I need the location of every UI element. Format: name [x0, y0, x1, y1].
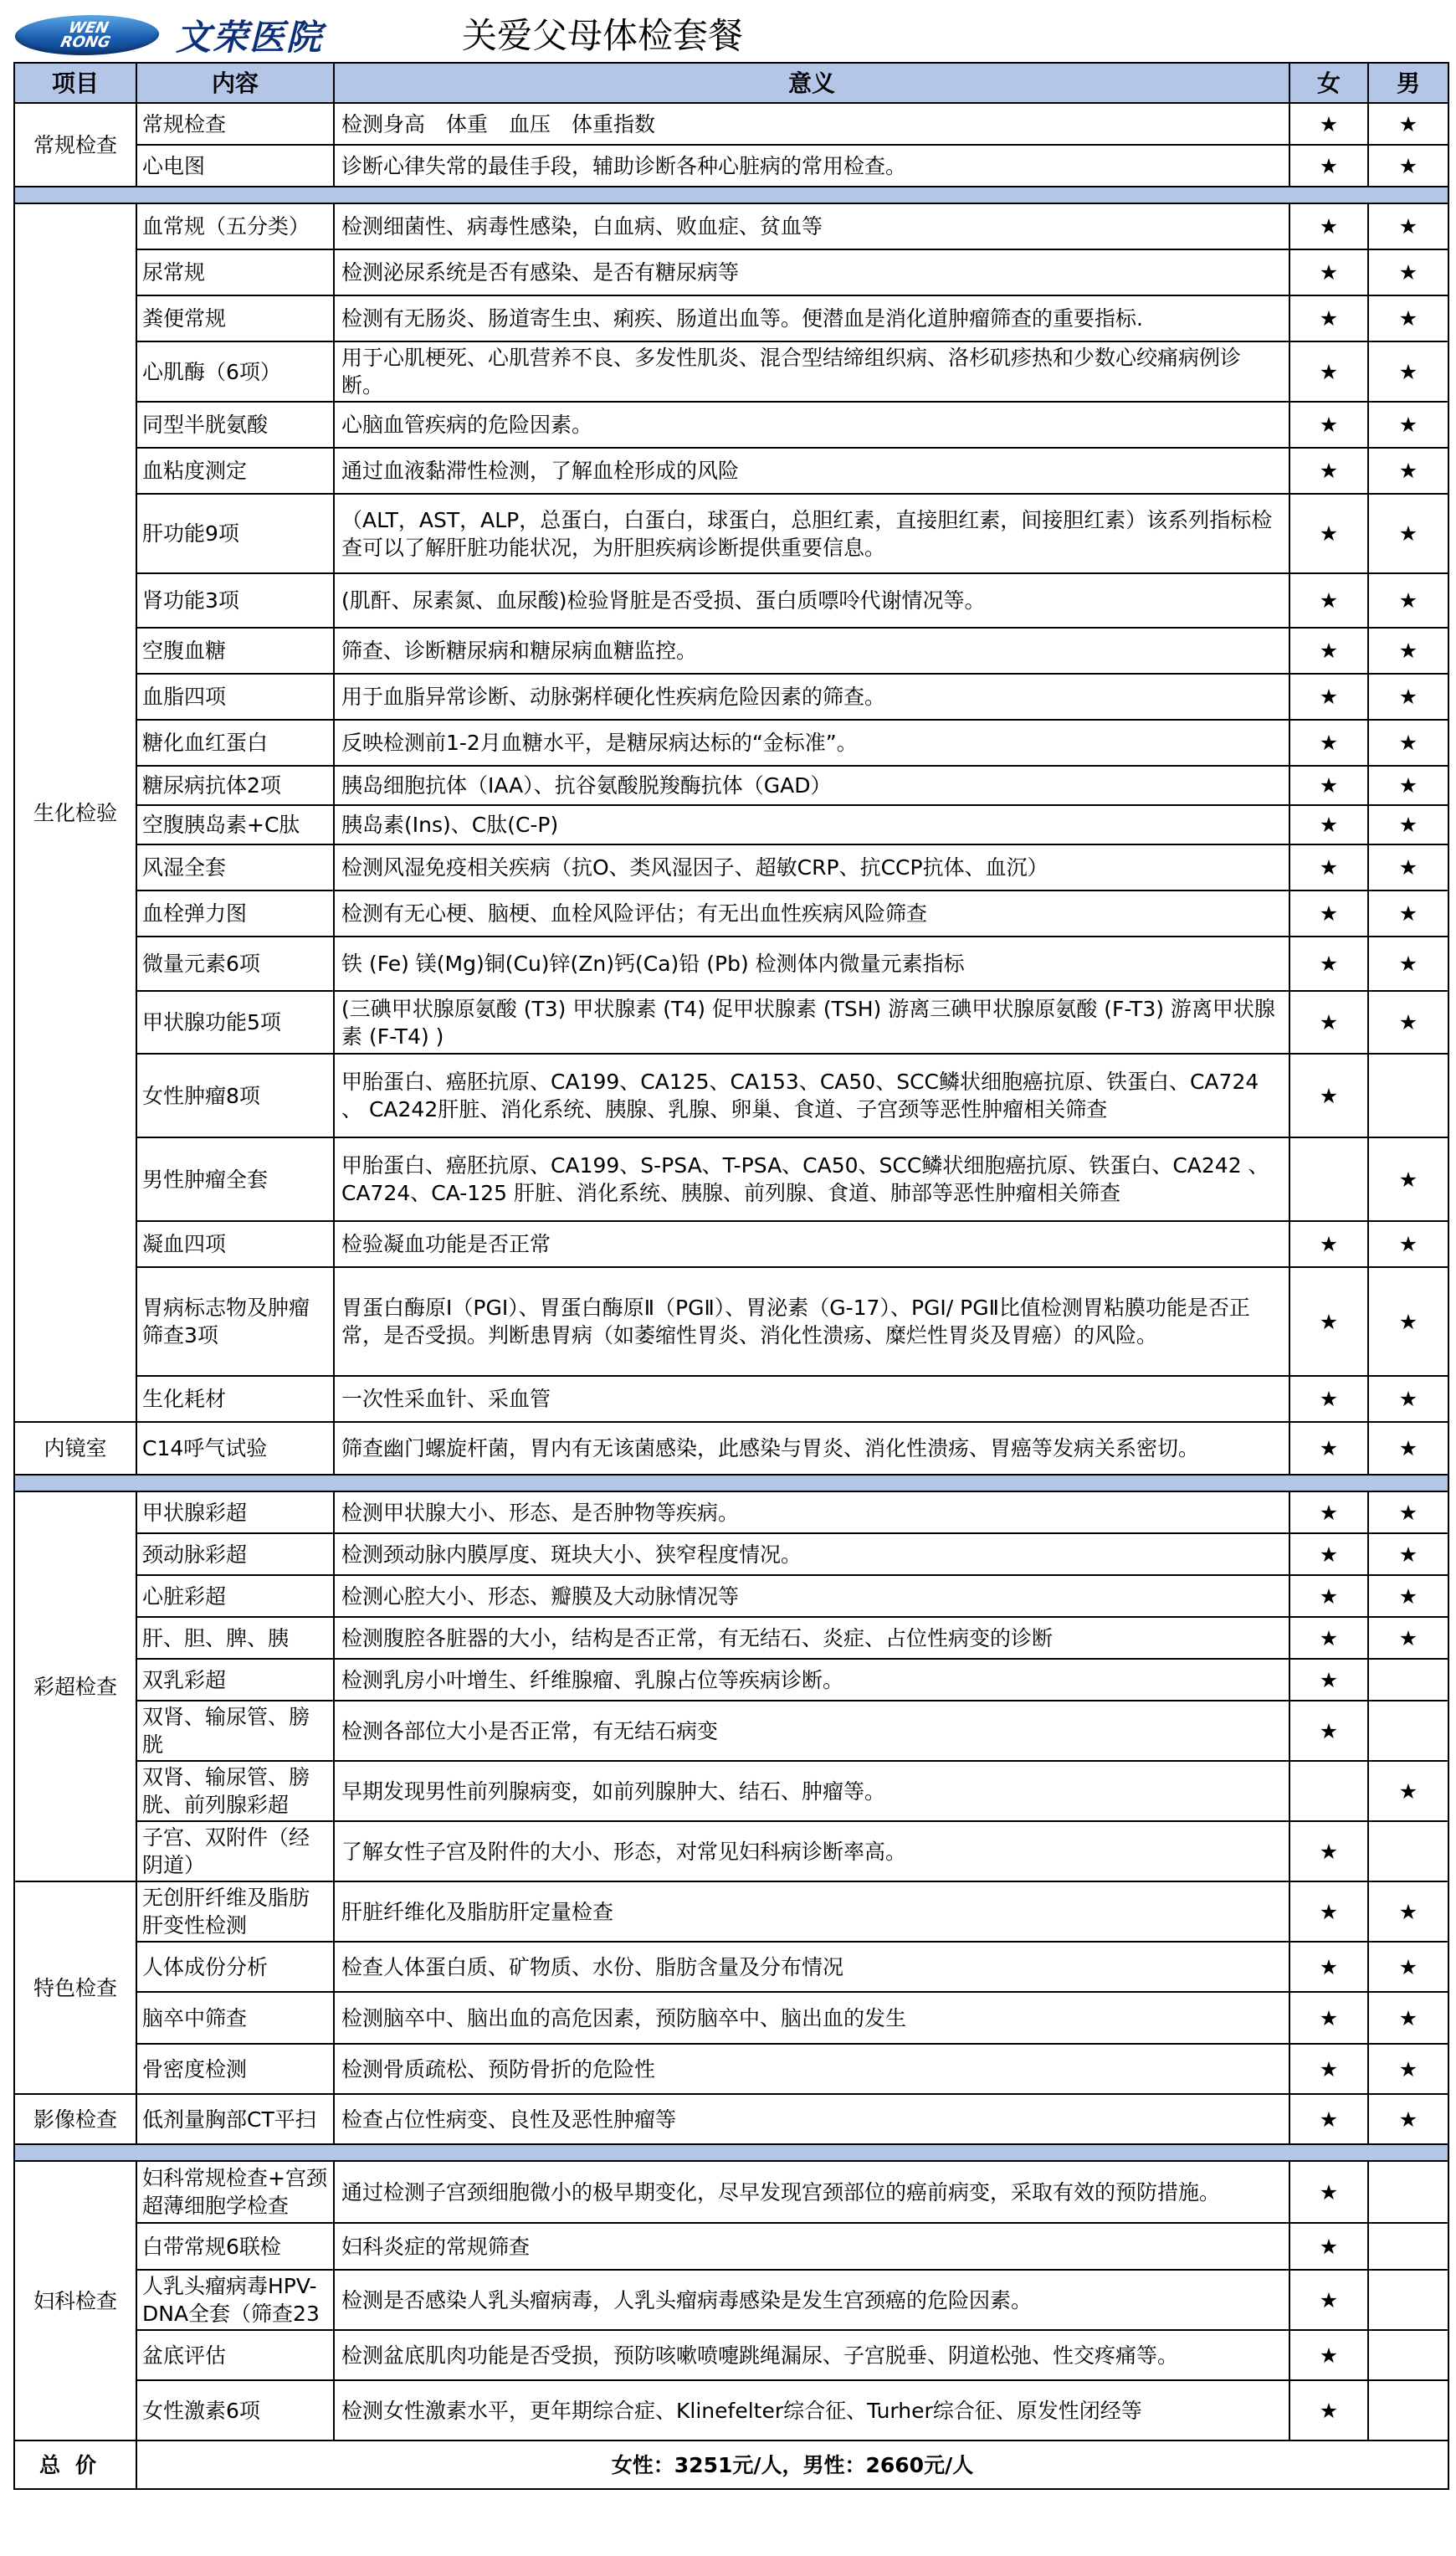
female-star: ★ — [1289, 402, 1368, 448]
separator-cell — [14, 2144, 1448, 2161]
table-row — [14, 2330, 1448, 2380]
total-price: 女性：3251元/人，男性：2660元/人 — [136, 2441, 1448, 2489]
item-name: 颈动脉彩超 — [136, 1533, 334, 1575]
male-star: ★ — [1368, 720, 1448, 766]
female-star: ★ — [1289, 2223, 1368, 2270]
male-star: ★ — [1368, 1575, 1448, 1617]
item-name: 女性激素6项 — [136, 2380, 334, 2441]
item-meaning: 检查人体蛋白质、矿物质、水份、脂肪含量及分布情况 — [334, 1942, 1289, 1992]
category-cell: 内镜室 — [14, 1422, 136, 1475]
table-row — [14, 2380, 1448, 2441]
item-meaning: (三碘甲状腺原氨酸 (T3) 甲状腺素 (T4) 促甲状腺素 (TSH) 游离三碘甲状腺原氨酸 (F-T3) 游离甲状腺素 (F-T4) ) — [334, 991, 1289, 1054]
female-star — [1289, 1761, 1368, 1821]
female-star: ★ — [1289, 295, 1368, 341]
item-meaning: 检测身高 体重 血压 体重指数 — [334, 103, 1289, 145]
female-star: ★ — [1289, 1267, 1368, 1376]
table-row — [14, 145, 1448, 187]
item-name: 空腹血糖 — [136, 628, 334, 674]
male-star: ★ — [1368, 1267, 1448, 1376]
item-name: 心肌酶（6项） — [136, 341, 334, 402]
item-meaning: 检测心腔大小、形态、瓣膜及大动脉情况等 — [334, 1575, 1289, 1617]
female-star: ★ — [1289, 1054, 1368, 1137]
item-meaning: 检验凝血功能是否正常 — [334, 1221, 1289, 1267]
item-meaning: 甲胎蛋白、癌胚抗原、CA199、S-PSA、T-PSA、CA50、SCC鳞状细胞癌抗原、铁蛋白、CA242 、CA724、CA-125 肝脏、消化系统、胰腺、前列腺、食道、肺部等恶性肿瘤相关筛查 — [334, 1137, 1289, 1221]
male-star: ★ — [1368, 295, 1448, 341]
table-row — [14, 1992, 1448, 2044]
separator-cell — [14, 187, 1448, 203]
female-star: ★ — [1289, 1491, 1368, 1533]
item-meaning: 检测各部位大小是否正常，有无结石病变 — [334, 1701, 1289, 1761]
item-meaning: (肌酐、尿素氮、血尿酸)检验肾脏是否受损、蛋白质嘌呤代谢情况等。 — [334, 573, 1289, 628]
female-star: ★ — [1289, 2380, 1368, 2441]
table-row — [14, 1491, 1448, 1533]
page-header — [0, 0, 1456, 62]
item-meaning: 检查占位性病变、良性及恶性肿瘤等 — [334, 2094, 1289, 2144]
table-row — [14, 103, 1448, 145]
female-star: ★ — [1289, 1617, 1368, 1659]
female-star: ★ — [1289, 2044, 1368, 2094]
female-star: ★ — [1289, 937, 1368, 991]
section-separator — [14, 2144, 1448, 2161]
item-meaning: 检测乳房小叶增生、纤维腺瘤、乳腺占位等疾病诊断。 — [334, 1659, 1289, 1701]
female-star: ★ — [1289, 1659, 1368, 1701]
header-male: 男 — [1368, 63, 1448, 103]
page-title: 关爱父母体检套餐 — [461, 15, 743, 56]
female-star: ★ — [1289, 1575, 1368, 1617]
item-meaning: 筛查、诊断糖尿病和糖尿病血糖监控。 — [334, 628, 1289, 674]
table-row — [14, 1054, 1448, 1137]
table-row — [14, 1701, 1448, 1761]
male-star: ★ — [1368, 628, 1448, 674]
item-name: 糖尿病抗体2项 — [136, 766, 334, 805]
header-female: 女 — [1289, 63, 1368, 103]
item-meaning: 铁 (Fe) 镁(Mg)铜(Cu)锌(Zn)钙(Ca)铅 (Pb) 检测体内微量元素指标 — [334, 937, 1289, 991]
table-row — [14, 1942, 1448, 1992]
table-row — [14, 1821, 1448, 1881]
male-star: ★ — [1368, 991, 1448, 1054]
category-cell: 影像检查 — [14, 2094, 136, 2144]
table-row — [14, 674, 1448, 720]
item-name: 空腹胰岛素+C肽 — [136, 805, 334, 844]
item-meaning: （ALT，AST，ALP，总蛋白，白蛋白，球蛋白，总胆红素，直接胆红素，间接胆红素）该系列指标检查可以了解肝脏功能状况，为肝胆疾病诊断提供重要信息。 — [334, 494, 1289, 573]
male-star: ★ — [1368, 1376, 1448, 1422]
category-cell: 常规检查 — [14, 103, 136, 187]
female-star: ★ — [1289, 844, 1368, 890]
item-name: 双肾、输尿管、膀胱、前列腺彩超 — [136, 1761, 334, 1821]
item-name: 血栓弹力图 — [136, 890, 334, 937]
item-meaning: 妇科炎症的常规筛查 — [334, 2223, 1289, 2270]
item-meaning: 胃蛋白酶原Ⅰ（PGⅠ）、胃蛋白酶原Ⅱ（PGⅡ）、胃泌素（G-17）、PGⅠ/ PGⅡ比值检测胃粘膜功能是否正常，是否受损。判断患胃病（如萎缩性胃炎、消化性溃疡、糜烂性胃炎及胃癌）的风险。 — [334, 1267, 1289, 1376]
table-row — [14, 1221, 1448, 1267]
table-row — [14, 2270, 1448, 2330]
item-name: 血脂四项 — [136, 674, 334, 720]
table-row — [14, 720, 1448, 766]
item-meaning: 检测女性激素水平，更年期综合症、Klinefelter综合征、Turher综合征、原发性闭经等 — [334, 2380, 1289, 2441]
section-separator — [14, 1475, 1448, 1491]
item-meaning: 检测泌尿系统是否有感染、是否有糖尿病等 — [334, 249, 1289, 295]
table-row — [14, 2044, 1448, 2094]
female-star: ★ — [1289, 448, 1368, 494]
female-star: ★ — [1289, 890, 1368, 937]
item-meaning: 了解女性子宫及附件的大小、形态，对常见妇科病诊断率高。 — [334, 1821, 1289, 1881]
header-content: 内容 — [136, 63, 334, 103]
table-row — [14, 1575, 1448, 1617]
logo-text-line1: WEN — [66, 19, 110, 37]
table-header-row — [14, 63, 1448, 103]
total-row — [14, 2441, 1448, 2489]
female-star: ★ — [1289, 1422, 1368, 1475]
male-star: ★ — [1368, 1942, 1448, 1992]
male-star — [1368, 1821, 1448, 1881]
item-meaning: 检测有无肠炎、肠道寄生虫、痢疾、肠道出血等。便潜血是消化道肿瘤筛查的重要指标. — [334, 295, 1289, 341]
male-star — [1368, 1701, 1448, 1761]
male-star: ★ — [1368, 103, 1448, 145]
male-star: ★ — [1368, 402, 1448, 448]
male-star — [1368, 1659, 1448, 1701]
category-cell: 生化检验 — [14, 203, 136, 1422]
female-star: ★ — [1289, 1376, 1368, 1422]
male-star: ★ — [1368, 1761, 1448, 1821]
male-star: ★ — [1368, 341, 1448, 402]
item-meaning: 检测甲状腺大小、形态、是否肿物等疾病。 — [334, 1491, 1289, 1533]
table-row — [14, 448, 1448, 494]
female-star: ★ — [1289, 494, 1368, 573]
item-meaning: 检测是否感染人乳头瘤病毒，人乳头瘤病毒感染是发生宫颈癌的危险因素。 — [334, 2270, 1289, 2330]
item-name: 心电图 — [136, 145, 334, 187]
item-name: 肝功能9项 — [136, 494, 334, 573]
item-meaning: 检测风湿免疫相关疾病（抗O、类风湿因子、超敏CRP、抗CCP抗体、血沉） — [334, 844, 1289, 890]
item-meaning: 检测骨质疏松、预防骨折的危险性 — [334, 2044, 1289, 2094]
item-name: 血常规（五分类） — [136, 203, 334, 249]
female-star: ★ — [1289, 341, 1368, 402]
male-star: ★ — [1368, 937, 1448, 991]
table-row — [14, 1267, 1448, 1376]
item-meaning: 心脑血管疾病的危险因素。 — [334, 402, 1289, 448]
table-row — [14, 890, 1448, 937]
item-meaning: 检测盆底肌肉功能是否受损，预防咳嗽喷嚏跳绳漏尿、子宫脱垂、阴道松弛、性交疼痛等。 — [334, 2330, 1289, 2380]
table-row — [14, 1422, 1448, 1475]
item-name: 双肾、输尿管、膀胱 — [136, 1701, 334, 1761]
item-name: 脑卒中筛查 — [136, 1992, 334, 2044]
female-star: ★ — [1289, 720, 1368, 766]
item-name: 微量元素6项 — [136, 937, 334, 991]
item-name: 同型半胱氨酸 — [136, 402, 334, 448]
male-star — [1368, 2380, 1448, 2441]
item-meaning: 胰岛细胞抗体（IAA）、抗谷氨酸脱羧酶抗体（GAD） — [334, 766, 1289, 805]
male-star: ★ — [1368, 805, 1448, 844]
item-meaning: 通过血液黏滞性检测，了解血栓形成的风险 — [334, 448, 1289, 494]
item-meaning: 反映检测前1-2月血糖水平，是糖尿病达标的“金标准”。 — [334, 720, 1289, 766]
item-name: 肾功能3项 — [136, 573, 334, 628]
female-star: ★ — [1289, 674, 1368, 720]
male-star: ★ — [1368, 1617, 1448, 1659]
male-star: ★ — [1368, 1221, 1448, 1267]
category-cell: 彩超检查 — [14, 1491, 136, 1881]
male-star: ★ — [1368, 2094, 1448, 2144]
female-star: ★ — [1289, 1942, 1368, 1992]
item-meaning: 筛查幽门螺旋杆菌，胃内有无该菌感染，此感染与胃炎、消化性溃疡、胃癌等发病关系密切。 — [334, 1422, 1289, 1475]
male-star: ★ — [1368, 203, 1448, 249]
female-star: ★ — [1289, 103, 1368, 145]
section-separator — [14, 187, 1448, 203]
table-body — [14, 103, 1448, 2441]
item-name: 心脏彩超 — [136, 1575, 334, 1617]
table-row — [14, 2161, 1448, 2223]
female-star: ★ — [1289, 1221, 1368, 1267]
male-star: ★ — [1368, 448, 1448, 494]
table-row — [14, 844, 1448, 890]
male-star: ★ — [1368, 494, 1448, 573]
table-row — [14, 1761, 1448, 1821]
table-row — [14, 805, 1448, 844]
item-name: 女性肿瘤8项 — [136, 1054, 334, 1137]
male-star — [1368, 2330, 1448, 2380]
table-row — [14, 295, 1448, 341]
table-row — [14, 402, 1448, 448]
table-row — [14, 1881, 1448, 1942]
male-star: ★ — [1368, 1992, 1448, 2044]
female-star: ★ — [1289, 766, 1368, 805]
female-star: ★ — [1289, 1992, 1368, 2044]
male-star: ★ — [1368, 1137, 1448, 1221]
page-title-wrap — [0, 8, 1456, 59]
female-star: ★ — [1289, 1701, 1368, 1761]
table-row — [14, 937, 1448, 991]
item-meaning: 甲胎蛋白、癌胚抗原、CA199、CA125、CA153、CA50、SCC鳞状细胞癌抗原、铁蛋白、CA724 、 CA242肝脏、消化系统、胰腺、乳腺、卵巢、食道、子宫颈等恶性肿瘤相关筛查 — [334, 1054, 1289, 1137]
female-star: ★ — [1289, 1821, 1368, 1881]
category-cell: 特色检查 — [14, 1881, 136, 2094]
table-row — [14, 1617, 1448, 1659]
item-name: 肝、胆、脾、胰 — [136, 1617, 334, 1659]
item-meaning: 检测颈动脉内膜厚度、斑块大小、狭窄程度情况。 — [334, 1533, 1289, 1575]
female-star: ★ — [1289, 1881, 1368, 1942]
item-meaning: 用于心肌梗死、心肌营养不良、多发性肌炎、混合型结缔组织病、洛杉矶疹热和少数心绞痛病例诊断。 — [334, 341, 1289, 402]
item-name: 低剂量胸部CT平扫 — [136, 2094, 334, 2144]
male-star: ★ — [1368, 844, 1448, 890]
male-star: ★ — [1368, 573, 1448, 628]
item-name: 子宫、双附件（经阴道） — [136, 1821, 334, 1881]
item-meaning: 用于血脂异常诊断、动脉粥样硬化性疾病危险因素的筛查。 — [334, 674, 1289, 720]
table-row — [14, 628, 1448, 674]
item-name: 人乳头瘤病毒HPV-DNA全套（筛查23 — [136, 2270, 334, 2330]
item-meaning: 诊断心律失常的最佳手段，辅助诊断各种心脏病的常用检查。 — [334, 145, 1289, 187]
item-meaning: 肝脏纤维化及脂肪肝定量检查 — [334, 1881, 1289, 1942]
item-name: 胃病标志物及肿瘤筛查3项 — [136, 1267, 334, 1376]
item-name: 甲状腺彩超 — [136, 1491, 334, 1533]
item-meaning: 一次性采血针、采血管 — [334, 1376, 1289, 1422]
item-name: 男性肿瘤全套 — [136, 1137, 334, 1221]
female-star: ★ — [1289, 2270, 1368, 2330]
separator-cell — [14, 1475, 1448, 1491]
category-cell: 妇科检查 — [14, 2161, 136, 2441]
female-star: ★ — [1289, 145, 1368, 187]
female-star — [1289, 1137, 1368, 1221]
table-row — [14, 249, 1448, 295]
male-star — [1368, 2270, 1448, 2330]
logo-text-line2: RONG — [59, 33, 112, 51]
female-star: ★ — [1289, 991, 1368, 1054]
table-row — [14, 1137, 1448, 1221]
male-star: ★ — [1368, 145, 1448, 187]
table-row — [14, 341, 1448, 402]
table-row — [14, 203, 1448, 249]
item-name: 尿常规 — [136, 249, 334, 295]
table-row — [14, 2094, 1448, 2144]
item-name: 风湿全套 — [136, 844, 334, 890]
male-star: ★ — [1368, 249, 1448, 295]
table-row — [14, 766, 1448, 805]
item-meaning: 检测脑卒中、脑出血的高危因素，预防脑卒中、脑出血的发生 — [334, 1992, 1289, 2044]
table-row — [14, 494, 1448, 573]
total-label: 总价 — [14, 2441, 136, 2489]
item-name: 妇科常规检查+宫颈超薄细胞学检查 — [136, 2161, 334, 2223]
item-name: 人体成份分析 — [136, 1942, 334, 1992]
item-name: 常规检查 — [136, 103, 334, 145]
female-star: ★ — [1289, 1533, 1368, 1575]
table-row — [14, 991, 1448, 1054]
item-meaning: 检测细菌性、病毒性感染，白血病、败血症、贫血等 — [334, 203, 1289, 249]
item-meaning: 早期发现男性前列腺病变，如前列腺肿大、结石、肿瘤等。 — [334, 1761, 1289, 1821]
female-star: ★ — [1289, 2161, 1368, 2223]
checkup-table — [13, 62, 1449, 2490]
item-name: 糖化血红蛋白 — [136, 720, 334, 766]
item-name: C14呼气试验 — [136, 1422, 334, 1475]
female-star: ★ — [1289, 203, 1368, 249]
female-star: ★ — [1289, 2094, 1368, 2144]
item-name: 盆底评估 — [136, 2330, 334, 2380]
male-star: ★ — [1368, 766, 1448, 805]
hospital-name: 文荣医院 — [176, 17, 324, 58]
male-star: ★ — [1368, 1881, 1448, 1942]
female-star: ★ — [1289, 2330, 1368, 2380]
item-name: 双乳彩超 — [136, 1659, 334, 1701]
item-name: 血粘度测定 — [136, 448, 334, 494]
item-meaning: 检测有无心梗、脑梗、血栓风险评估；有无出血性疾病风险筛查 — [334, 890, 1289, 937]
item-name: 生化耗材 — [136, 1376, 334, 1422]
male-star — [1368, 1054, 1448, 1137]
male-star — [1368, 2161, 1448, 2223]
item-name: 骨密度检测 — [136, 2044, 334, 2094]
header-project: 项目 — [14, 63, 136, 103]
table-row — [14, 573, 1448, 628]
table-row — [14, 1376, 1448, 1422]
male-star: ★ — [1368, 674, 1448, 720]
female-star: ★ — [1289, 573, 1368, 628]
header-meaning: 意义 — [334, 63, 1289, 103]
item-meaning: 检测腹腔各脏器的大小，结构是否正常，有无结石、炎症、占位性病变的诊断 — [334, 1617, 1289, 1659]
female-star: ★ — [1289, 628, 1368, 674]
item-name: 白带常规6联检 — [136, 2223, 334, 2270]
item-name: 粪便常规 — [136, 295, 334, 341]
table-row — [14, 2223, 1448, 2270]
item-meaning: 通过检测子宫颈细胞微小的极早期变化，尽早发现宫颈部位的癌前病变，采取有效的预防措施。 — [334, 2161, 1289, 2223]
male-star: ★ — [1368, 1491, 1448, 1533]
female-star: ★ — [1289, 805, 1368, 844]
item-meaning: 胰岛素(Ins)、C肽(C-P) — [334, 805, 1289, 844]
item-name: 甲状腺功能5项 — [136, 991, 334, 1054]
table-row — [14, 1659, 1448, 1701]
item-name: 无创肝纤维及脂肪肝变性检测 — [136, 1881, 334, 1942]
male-star — [1368, 2223, 1448, 2270]
male-star: ★ — [1368, 890, 1448, 937]
table-row — [14, 1533, 1448, 1575]
male-star: ★ — [1368, 2044, 1448, 2094]
female-star: ★ — [1289, 249, 1368, 295]
item-name: 凝血四项 — [136, 1221, 334, 1267]
male-star: ★ — [1368, 1422, 1448, 1475]
male-star: ★ — [1368, 1533, 1448, 1575]
